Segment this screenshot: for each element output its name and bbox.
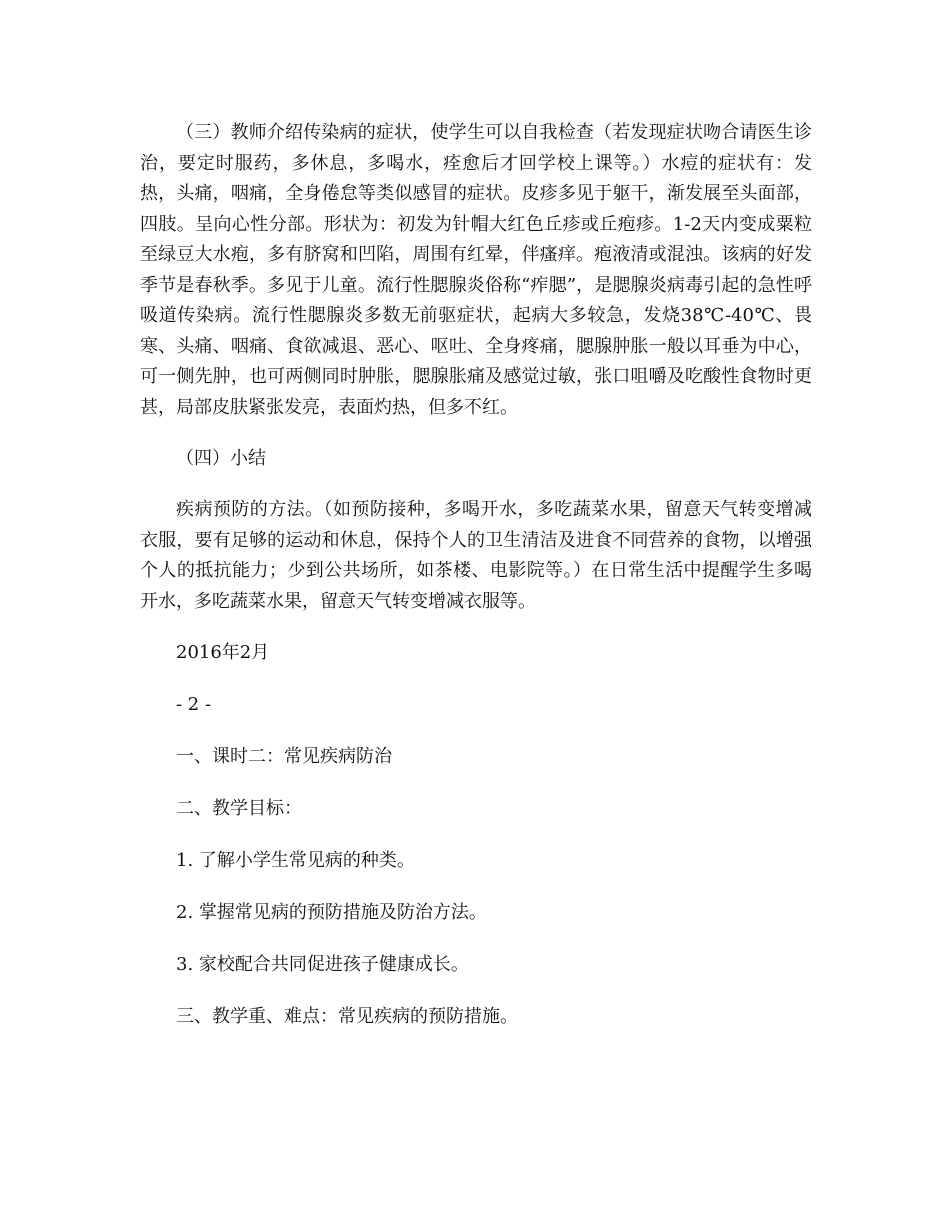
objective-item: 3. 家校配合共同促进孩子健康成长。	[176, 954, 469, 975]
lesson-title: 一、课时二：常见疾病防治	[176, 746, 392, 767]
key-points-line: 三、教学重、难点：常见疾病的预防措施。	[176, 1006, 518, 1027]
symptoms-paragraph: （三）教师介绍传染病的症状，使学生可以自我检查（若发现症状吻合请医生诊治，要定时服药，多休息，多喝水，痊愈后才回学校上课等。）水痘的症状有：发热，头痛，咽痛，全身倦怠等类似感冒的症状。皮疹多见于躯干，渐发展至头面部，四肢。呈向心性分部。形状为：初发为针帽大红色丘疹或丘疱疹。1-2天内变成粟粒至绿豆大水疱，多有脐窝和凹陷，周围有红晕，伴瘙痒。疱液清或混浊。该病的好发季节是春秋季。多见于儿童。流行性腮腺炎俗称“痄腮”，是腮腺炎病毒引起的急性呼吸道传染病。流行性腮腺炎多数无前驱症状，起病大多较急，发烧38℃-40℃、畏寒、头痛、咽痛、食欲减退、恶心、呕吐、全身疼痛，腮腺肿胀一般以耳垂为中心，可一侧先肿，也可两侧同时肿胀，腮腺胀痛及感觉过敏，张口咀嚼及吃酸性食物时更甚，局部皮肤紧张发亮，表面灼热，但多不红。	[140, 122, 812, 418]
date-line: 2016年2月	[176, 642, 270, 663]
summary-heading: （四）小结	[176, 448, 266, 469]
objectives-heading: 二、教学目标：	[176, 798, 302, 819]
objective-item: 1. 了解小学生常见病的种类。	[176, 850, 415, 871]
document-page	[140, 118, 812, 1032]
objective-item: 2. 掌握常见病的预防措施及防治方法。	[176, 902, 487, 923]
page-number: - 2 -	[176, 694, 212, 715]
prevention-paragraph: 疾病预防的方法。（如预防接种，多喝开水，多吃蔬菜水果，留意天气转变增减衣服，要有足够的运动和休息，保持个人的卫生清洁及进食不同营养的食物，以增强个人的抵抗能力；少到公共场所，如茶楼、电影院等。）在日常生活中提醒学生多喝开水，多吃蔬菜水果，留意天气转变增减衣服等。	[140, 499, 812, 612]
